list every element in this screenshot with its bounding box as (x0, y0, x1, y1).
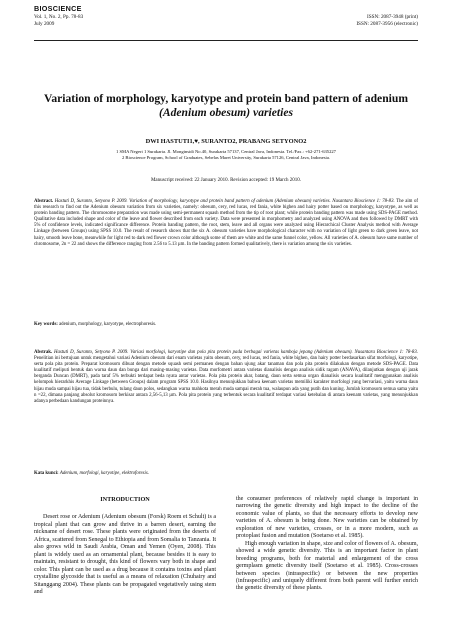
kata-kunci (34, 471, 418, 476)
manuscript-dates: Manuscript received: 22 January 2010. Revision accepted: 19 March 2010. (150, 178, 302, 183)
abstrak-body: Penelitian ini bertujuan untuk mengetahui variasi Adenium obesum dari enam varietas yaitu obesum, cery, red lucas, red fania, white bighen, dan hairy potter berdasarkan sifat morfologi, karyotipe, serta pola pita protein. Preparat kromosom dibuat dengan metode squash semi permanen dengan bahan ujung akar tanaman dan pola pita protein dilakukan dengan metode SDS-PAGE. Data kualitatif meliputi bentuk dan warna daun dan bunga dari masing-masing varietas. Data morfometri antara varietas dianalisis dengan analisis sidik ragam (ANAVA), dilanjutkan dengan uji jarak berganda Duncan (DMRT), pada taraf 5% terbukti terdapat beda nyata antar varietas. Pola pita protein akar, batang, daun serta semua organ dianalisis secara kualitatif menggunakan analisis kelompok hierarkhis Average Linkage (between Groups) dalam program SPSS 10.0. Hasilnya menunjukkan bahwa keenam varietas memiliki karakter morfologi yang bervariasi, yaitu warna daun hijau muda sampai hijau tua, tidak berbulu, tulang daun polos, sedangkan warna mahkota merah muda sampai merah tua, walaupun ada yang putih dan kuning. Jumlah kromosom semua sama yaitu n =22, dimana panjang absolut kromosom berkisar antara 2,56-5,13 µm. Pola pita protein yang terbentuk secara kualitatif terdapat variasi ketebalan di antara keenam varietas, yang menunjukkan adanya perbedaan kandungan proteinnya. (34, 356, 418, 404)
kata-kunci-label: Kata kunci: (34, 471, 59, 476)
abstract-body: The aim of this research to find out the Adenium obesum variation from six varieties, namely: obesum, cery, red lucas, red fania, white bighen and hairy potter based on morphology, karyotype, as well as protein banding pattern. The chromosome preparation was made using semi-permanent squash method from the tip of root plant; while protein banding pattern was made using SDS-PAGE method. Qualitative data included shape and color of the leave and flower described from each variety. Data were presented in morphometry and analyzed using ANOVA and then followed by DMRT with 5% of confidence levels, indicated significance difference. Protein banding pattern, the root, stem, leave and all organs were analyzed using Hierarchical Cluster Analysis method with Average Linkage (between Groups) using SPSS 10.0. The result of research shows that the six A. obesum varieties have morphological character with no variation of light green to dark green leave, not hairy, smooth leave bone, meanwhile for light red to dark red flower crown color although some of them are white and the same funnel color, yellow. All varieties of A. obesum have same number of chromosome, 2n = 22 and shows the difference ranging from 2.56 to 5.13 µm. In the banding pattern formed qualitatively, there is variation among the six varieties. (34, 199, 419, 247)
journal-logo: BIOSCIENCE (34, 4, 82, 13)
intro-paragraph-1: Desert rose or Adenium (Adenium obesum (Forsk) Roem et Schult) is a tropical plant that can grow and thrive in a barren desert, earning the nickname of desert rose. These plants were originated from the deserts of Africa, scattered from Senegal to Ethiopia and from Somalia to Tanzania. It also grows wild in Saudi Arabia, Oman and Yemen (Oyen, 2008). This plant is widely used as an ornamental plant, because besides it is easy to maintain, resistant to drought, this kind of flowers vary both in shape and color. This plant can be used as a drug because it contains toxins and plant crystalline glycoside that is useful as a means of relaxation (Chuhairy and Sitanggang 2004). These plants can be propagated vegetatively using stem and (34, 514, 216, 595)
abstrak-citation: Hastuti D, Suranto, Setyono P. 2009. Variasi morfologi, karyotipe dan pola pita protein pada berbagai varietas kamboja jepang (Adenium obesum). Nusantara Bioscience 1: 78-83. (54, 350, 418, 355)
kata-kunci-text: Adenium, morfologi, karyotipe, elektroforesis. (59, 471, 149, 476)
keywords (34, 322, 418, 327)
abstrak-label: Abstrak. (34, 350, 53, 355)
header-divider (34, 40, 418, 41)
abstract-citation: Hastuti D, Suranto, Setyono P. 2009. Variation of morphology, karyotype and protein band pattern of adenium (Adenium obesum) varieties. Nusantara Bioscience 1: 78-83. (54, 199, 395, 204)
issn-info (356, 14, 418, 27)
abstract-label: Abstract. (34, 199, 54, 204)
paper-title (30, 92, 422, 120)
title-line-1: Variation of morphology, karyotype and protein band pattern of adenium (44, 92, 408, 105)
keywords-label: Key words: (34, 322, 58, 327)
introduction-heading: INTRODUCTION (100, 496, 150, 503)
abstract (34, 199, 418, 248)
author-list: DWI HASTUTI1,♥, SURANTO2, PRABANG SETYONO2 (145, 138, 307, 145)
title-line-2: (Adenium obesum) varieties (159, 106, 293, 119)
volume-info: Vol. 1, No. 2, Pp. 78-83 (34, 14, 84, 20)
affiliation-1: 1 SMA Negeri 1 Surakarta. Jl. Monginsidi No.40, Surakarta 57137, Central Java, Indonesia. Tel./Fax.: +62-271-635227 (116, 149, 336, 154)
keywords-text: adenium, morphology, karyotype, electrophoresis. (59, 322, 157, 327)
affiliation-2: 2 Bioscience Program, School of Graduates, Sebelas Maret University, Surakarta 57126, Central Java, Indonesia. (121, 154, 331, 160)
issn-print: ISSN: 2087-3948 (print) (366, 14, 418, 20)
abstrak (34, 350, 418, 405)
intro-paragraph-3: High enough variation in shape, size and color of flowers of A. obesum, showed a wide genetic diversity. This is an important factor in plant breeding programs, both for material and enlargement of the cross germplasm genetic diversity itself (Soetarso et al. 1985). Cross-crosses between species (intraspecific) or between the new properties (infraspecific) and uniquely different from both parent will further enrich the genetic diversity of these plants. (236, 540, 418, 592)
column-right (236, 496, 418, 593)
column-left (34, 496, 216, 596)
issn-electronic: ISSN: 2087-3956 (electronic) (356, 20, 418, 27)
issue-info (34, 14, 83, 27)
issue-date: July 2009 (34, 20, 55, 27)
affiliations (30, 149, 422, 161)
intro-paragraph-2: the consumer preferences of relatively rapid change is important in narrowing the genetic diversity and high impact to the decline of the economic value of plants, so that the necessary efforts to develop new varieties of A. obesum is being done. New varieties can be obtained by exploration of new varieties, crosses, or in a more modern, such as protoplast fusion and mutation (Soetarso et al. 1985). (236, 496, 418, 540)
